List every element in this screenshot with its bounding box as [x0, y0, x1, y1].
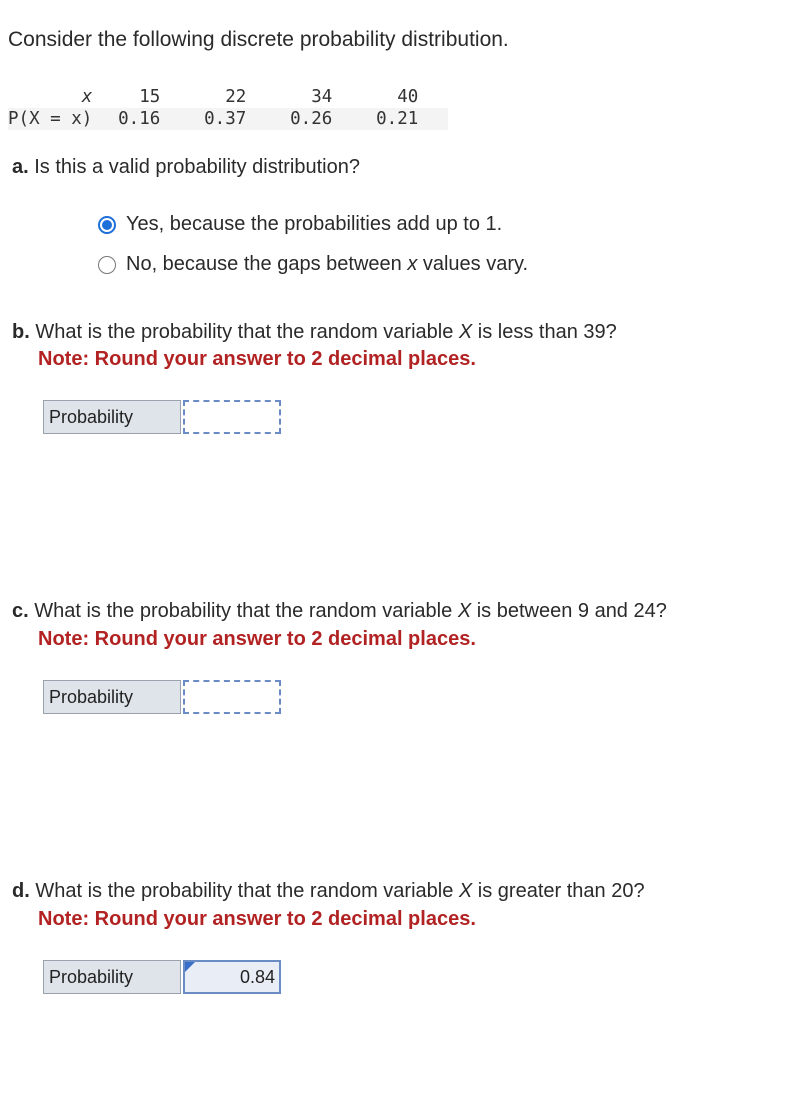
question-label: b.: [12, 321, 30, 343]
x-value: 22: [225, 87, 247, 107]
option-text: Yes, because the probabilities add up to 1.: [126, 213, 503, 235]
probability-input-b[interactable]: [183, 400, 281, 434]
option-no[interactable]: [98, 253, 528, 276]
intro-text: Consider the following discrete probability distribution.: [8, 28, 509, 51]
rounding-note: Note: Round your answer to 2 decimal places.: [38, 348, 476, 370]
x-row: [8, 86, 448, 108]
rounding-note: Note: Round your answer to 2 decimal places.: [38, 628, 476, 650]
x-value: 15: [139, 87, 161, 107]
question-label: d.: [12, 880, 30, 902]
probability-row: [8, 108, 448, 130]
radio-selected-icon[interactable]: [98, 216, 116, 234]
question-text: What is the probability that the random variable X is less than 39?: [35, 321, 617, 343]
probability-input-d[interactable]: 0.84: [183, 960, 281, 994]
answer-label: Probability: [43, 680, 181, 714]
p-value: 0.16: [102, 108, 160, 130]
question-text: What is the probability that the random variable X is greater than 20?: [35, 880, 645, 902]
option-text: No, because the gaps between x values vary.: [126, 253, 529, 275]
radio-unselected-icon[interactable]: [98, 256, 116, 274]
answer-row-c: [43, 680, 281, 714]
answer-label: Probability: [43, 960, 181, 994]
p-value: 0.26: [246, 108, 332, 130]
x-value: 34: [311, 87, 333, 107]
question-label: c.: [12, 600, 29, 622]
answer-label: Probability: [43, 400, 181, 434]
question-text: Is this a valid probability distribution?: [34, 156, 360, 178]
x-header: x: [81, 87, 93, 107]
rounding-note: Note: Round your answer to 2 decimal places.: [38, 908, 476, 930]
question-a: [12, 156, 360, 179]
p-value: 0.37: [160, 108, 246, 130]
question-c: [12, 600, 667, 623]
option-yes[interactable]: [98, 213, 502, 236]
answer-row-d: [43, 960, 281, 994]
question-text: What is the probability that the random variable X is between 9 and 24?: [34, 600, 667, 622]
p-value: 0.21: [332, 108, 418, 130]
x-value: 40: [397, 87, 419, 107]
question-d: [12, 880, 645, 903]
probability-input-c[interactable]: [183, 680, 281, 714]
answer-row-b: [43, 400, 281, 434]
distribution-table: [8, 86, 448, 130]
question-label: a.: [12, 156, 29, 178]
p-header: P(X = x): [8, 108, 102, 130]
question-b: [12, 321, 617, 344]
